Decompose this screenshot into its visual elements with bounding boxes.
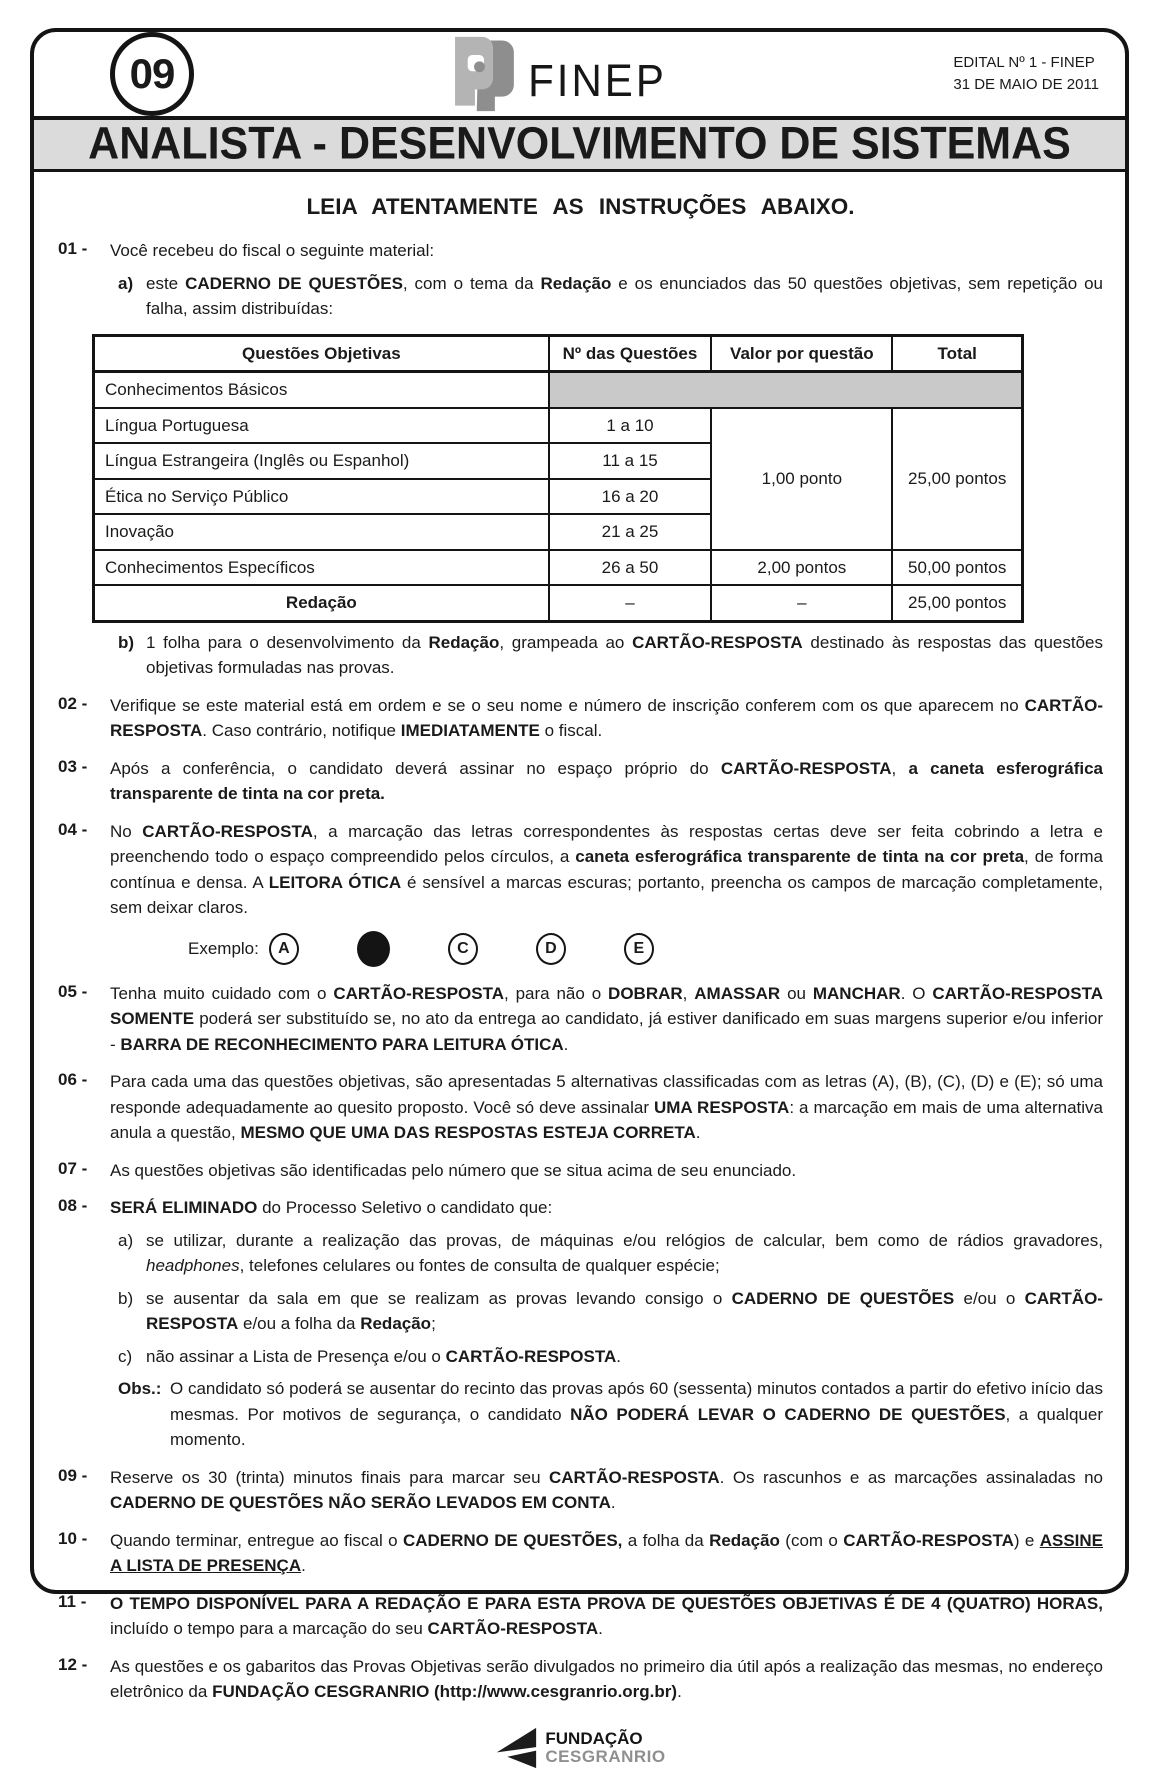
- table-cell: 11 a 15: [549, 443, 712, 479]
- sub-item-text: este CADERNO DE QUESTÕES, com o tema da Redação e os enunciados das 50 questões objetivas, sem repetição ou falha, assim distribuídas:: [146, 273, 1103, 318]
- item-text: As questões objetivas são identificadas pelo número que se situa acima de seu enunciado.: [110, 1160, 797, 1180]
- table-row: [94, 408, 1023, 444]
- cesgranrio-logo-text: [545, 1730, 665, 1766]
- instruction-item-02: [58, 693, 1103, 744]
- table-header-row: [94, 335, 1023, 372]
- table-cell: 25,00 pontos: [892, 408, 1022, 550]
- instruction-item-06: [58, 1069, 1103, 1146]
- sub-item-text: não assinar a Lista de Presença e/ou o CARTÃO-RESPOSTA.: [146, 1346, 621, 1366]
- table-header-cell: Nº das Questões: [549, 335, 712, 372]
- page-header: [34, 32, 1125, 116]
- item-text: Verifique se este material está em ordem e se o seu nome e número de inscrição conferem com os que aparecem no CARTÃO-RESPOSTA. Caso contrário, notifique IMEDIATAMENTE o fiscal.: [110, 695, 1103, 740]
- table-header-cell: Questões Objetivas: [94, 335, 549, 372]
- cesgranrio-label: CESGRANRIO: [545, 1746, 666, 1766]
- instruction-item-11: [58, 1591, 1103, 1642]
- exam-cover-page: [30, 28, 1129, 1766]
- table-cell: 21 a 25: [549, 514, 712, 550]
- sub-item-text: se ausentar da sala em que se realizam as provas levando consigo o CADERNO DE QUESTÕES e/ou o CARTÃO-RESPOSTA e/ou a folha da Redação;: [146, 1288, 1103, 1333]
- item-text: No CARTÃO-RESPOSTA, a marcação das letras correspondentes às respostas certas deve ser feita cobrindo a letra e preenchendo todo o espaço compreendido pelos círculos, a caneta esferográfica transparente de tinta na cor preta, de forma contínua e densa. A LEITORA ÓTICA é sensível a marcas escuras; portanto, preencha os campos de marcação completamente, sem deixar claros.: [110, 821, 1104, 917]
- item-text: Quando terminar, entregue ao fiscal o CADERNO DE QUESTÕES, a folha da Redação (com o CARTÃO-RESPOSTA) e ASSINE A LISTA DE PRESENÇA.: [110, 1530, 1103, 1575]
- item-number: 07 -: [58, 1158, 88, 1178]
- item-number: 09 -: [58, 1465, 88, 1485]
- item-body: [105, 238, 1103, 681]
- option-bubble-d: [536, 933, 566, 965]
- table-row-group: [94, 372, 1023, 408]
- edital-line2: 31 DE MAIO DE 2011: [953, 76, 1099, 93]
- instruction-item-07: [58, 1158, 1103, 1184]
- item-number: 12 -: [58, 1654, 88, 1674]
- instruction-item-08: [58, 1195, 1103, 1453]
- instruction-item-05: [58, 981, 1103, 1058]
- example-label: Exemplo:: [188, 938, 259, 958]
- table-cell: –: [711, 585, 892, 621]
- instruction-item-09: [58, 1465, 1103, 1516]
- exam-code-badge: [110, 32, 194, 116]
- option-letter: D: [545, 939, 557, 957]
- sub-item-b: [118, 1286, 1103, 1337]
- item-text: O TEMPO DISPONÍVEL PARA A REDAÇÃO E PARA ESTA PROVA DE QUESTÕES OBJETIVAS É DE 4 (QUATRO) HORAS, incluído o tempo para a marcação do seu CARTÃO-RESPOSTA.: [110, 1593, 1103, 1638]
- item-text: Tenha muito cuidado com o CARTÃO-RESPOSTA, para não o DOBRAR, AMASSAR ou MANCHAR. O CARTÃO-RESPOSTA SOMENTE poderá ser substituído se, no ato da entrega ao candidato, já estiver danificado em suas margens superior e/ou inferior - BARRA DE RECONHECIMENTO PARA LEITURA ÓTICA.: [110, 983, 1104, 1054]
- sub-item-label: a): [118, 273, 134, 293]
- item-number: 01 -: [58, 239, 88, 258]
- item-number: 11 -: [58, 1591, 87, 1611]
- sub-item-a: [118, 1228, 1103, 1279]
- option-bubble-a: [269, 933, 299, 965]
- option-letter: E: [633, 939, 645, 957]
- item-text: Reserve os 30 (trinta) minutos finais para marcar seu CARTÃO-RESPOSTA. Os rascunhos e as marcações assinaladas no CADERNO DE QUESTÕES NÃO SERÃO LEVADOS EM CONTA.: [110, 1467, 1104, 1512]
- option-letter: A: [278, 939, 290, 957]
- table-row: [94, 585, 1023, 621]
- finep-logo: [264, 34, 849, 114]
- table-cell: 16 a 20: [549, 479, 712, 515]
- edital-line1: EDITAL Nº 1 - FINEP: [953, 53, 1095, 71]
- obs-label: Obs.:: [118, 1379, 162, 1398]
- table-cell: Conhecimentos Básicos: [94, 372, 549, 408]
- item-number: 04 -: [58, 819, 88, 839]
- instruction-item-03: [58, 756, 1103, 807]
- sub-item-label: b): [118, 1288, 134, 1308]
- cesgranrio-logo-icon: [495, 1725, 537, 1771]
- instructions-section: [34, 172, 1125, 1789]
- sub-item-c: [118, 1344, 1103, 1370]
- table-cell: 1 a 10: [549, 408, 712, 444]
- obs-note: [118, 1376, 1103, 1453]
- item-text: As questões e os gabaritos das Provas Objetivas serão divulgados no primeiro dia útil após a realização das mesmas, no endereço eletrônico da FUNDAÇÃO CESGRANRIO (http://www.cesgranrio.org.br).: [110, 1656, 1103, 1701]
- sub-item-label: a): [118, 1230, 134, 1250]
- table-header-cell: Total: [892, 335, 1022, 372]
- scores-table: [92, 334, 1024, 623]
- item-number: 02 -: [58, 693, 88, 713]
- table-cell: 50,00 pontos: [892, 550, 1022, 586]
- option-bubble-b-filled: [357, 931, 390, 967]
- table-header-cell: Valor por questão: [711, 335, 892, 372]
- option-bubble-c: [448, 933, 478, 965]
- edital-info: [953, 52, 1099, 97]
- exam-code: 09: [129, 50, 175, 97]
- table-cell: Língua Portuguesa: [94, 408, 549, 444]
- item-number: 03 -: [58, 756, 88, 776]
- sub-item-a: [118, 271, 1103, 322]
- table-cell: Inovação: [94, 514, 549, 550]
- table-cell: 2,00 pontos: [711, 550, 892, 586]
- sub-item-b: [118, 630, 1103, 681]
- instructions-heading: LEIA ATENTAMENTE AS INSTRUÇÕES ABAIXO.: [306, 194, 855, 219]
- instruction-item-10: [58, 1528, 1103, 1579]
- sub-item-label: c): [118, 1346, 133, 1366]
- cesgranrio-logo: [58, 1717, 1103, 1789]
- page-title: ANALISTA - DESENVOLVIMENTO DE SISTEMAS: [88, 118, 1071, 170]
- answer-example-row: [188, 931, 1103, 967]
- option-letter: C: [457, 939, 469, 957]
- table-cell: Conhecimentos Específicos: [94, 550, 549, 586]
- item-number: 06 -: [58, 1070, 88, 1089]
- item-number: 08 -: [58, 1196, 88, 1215]
- sub-item-text: 1 folha para o desenvolvimento da Redação, grampeada ao CARTÃO-RESPOSTA destinado às respostas das questões objetivas formuladas nas provas.: [146, 632, 1103, 677]
- option-letter: B: [367, 939, 380, 957]
- title-band: [34, 116, 1125, 172]
- table-cell: Língua Estrangeira (Inglês ou Espanhol): [94, 443, 549, 479]
- sub-item-label: b): [118, 632, 135, 652]
- instruction-item-12: [58, 1654, 1103, 1705]
- finep-logo-icon: [446, 34, 522, 114]
- table-cell: –: [549, 585, 712, 621]
- sub-item-text: se utilizar, durante a realização das provas, de máquinas e/ou relógios de calcular, bem como de rádios gravadores, headphones, telefones celulares ou fontes de consulta de qualquer espécie;: [146, 1230, 1103, 1275]
- fundacao-label: FUNDAÇÃO: [545, 1728, 643, 1748]
- finep-logo-text: FINEP: [528, 55, 667, 106]
- item-text: Você recebeu do fiscal o seguinte material:: [110, 241, 435, 260]
- instruction-item-04: [58, 819, 1103, 969]
- table-cell-shaded: [549, 372, 1023, 408]
- item-text: Após a conferência, o candidato deverá assinar no espaço próprio do CARTÃO-RESPOSTA, a caneta esferográfica transparente de tinta na cor preta.: [110, 758, 1103, 803]
- table-cell: Redação: [94, 585, 549, 621]
- table-cell: 25,00 pontos: [892, 585, 1022, 621]
- item-number: 05 -: [58, 981, 88, 1001]
- item-text: Para cada uma das questões objetivas, são apresentadas 5 alternativas classificadas com as letras (A), (B), (C), (D) e (E); só uma responde adequadamente ao quesito proposto. Você só deve assinalar UMA RESPOSTA: a marcação em mais de uma alternativa anula a questão, MESMO QUE UMA DAS RESPOSTAS ESTEJA CORRETA.: [110, 1072, 1103, 1142]
- item-number: 10 -: [58, 1528, 88, 1548]
- table-cell: 1,00 ponto: [711, 408, 892, 550]
- instruction-item-01: [58, 238, 1103, 681]
- table-cell: Ética no Serviço Público: [94, 479, 549, 515]
- table-row: [94, 550, 1023, 586]
- item-text: SERÁ ELIMINADO do Processo Seletivo o candidato que:: [110, 1198, 553, 1217]
- obs-text: O candidato só poderá se ausentar do recinto das provas após 60 (sessenta) minutos contados a partir do efetivo início das mesmas. Por motivos de segurança, o candidato NÃO PODERÁ LEVAR O CADERNO DE QUESTÕES, a qualquer momento.: [170, 1379, 1103, 1449]
- option-bubble-e: [624, 933, 654, 965]
- table-cell: 26 a 50: [549, 550, 712, 586]
